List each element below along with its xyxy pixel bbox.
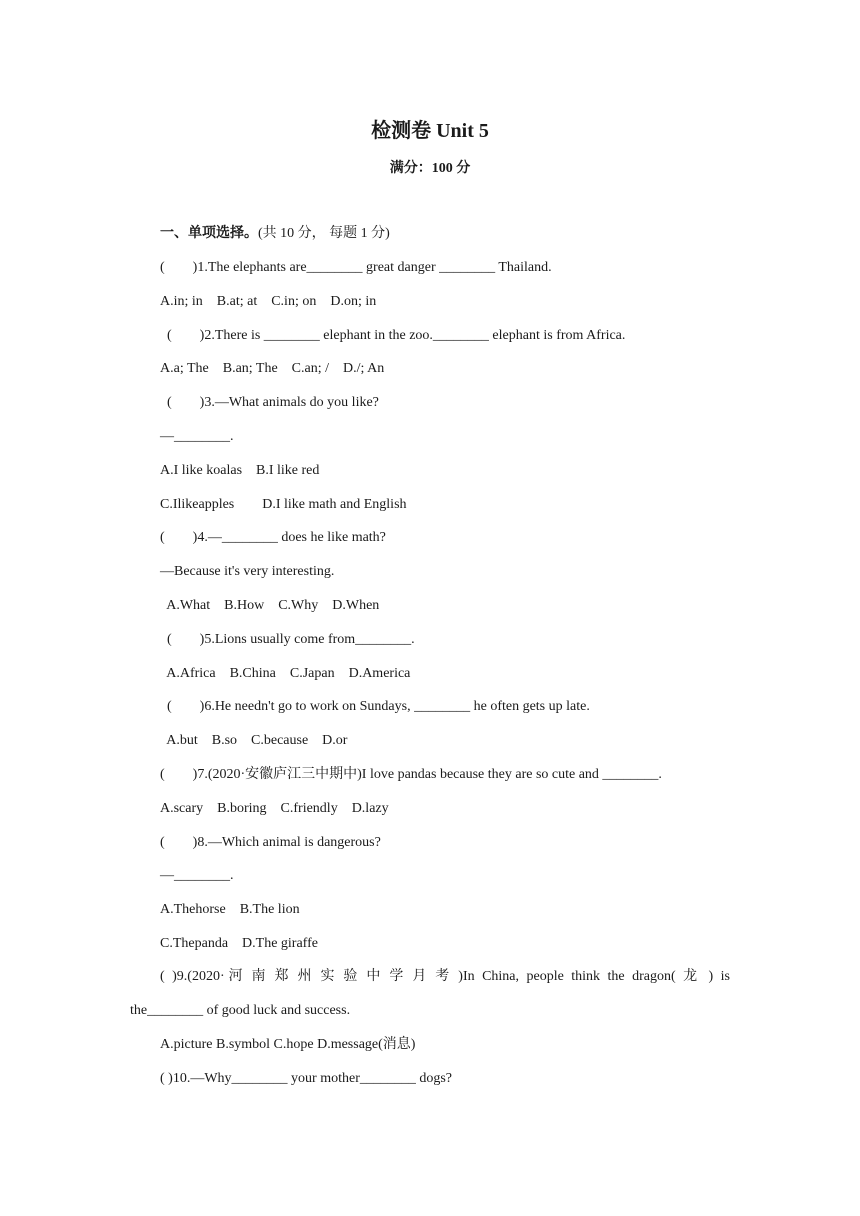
q9-options: A.picture B.symbol C.hope D.message(消息)	[160, 1037, 416, 1052]
q9-source: 河南郑州实验中学月考	[224, 969, 459, 984]
question-line: ( )1.The elephants are________ great danger ________ Thailand.	[160, 260, 552, 275]
question-line: —Because it's very interesting.	[160, 564, 335, 579]
question-line: ( )3.—What animals do you like?	[160, 395, 379, 410]
q9-paren: ( )9.(2020·	[160, 969, 225, 984]
q10-line: ( )10.—Why________ your mother________ dogs?	[160, 1071, 453, 1086]
question-line: A.in; in B.at; at C.in; on D.on; in	[160, 294, 377, 309]
page-subtitle: 满分：100 分	[389, 161, 471, 176]
section-heading	[160, 224, 390, 244]
question-line: A.Africa B.China C.Japan D.America	[160, 666, 411, 681]
question-line: ( )4.—________ does he like math?	[160, 530, 386, 545]
question-line: A.What B.How C.Why D.When	[160, 598, 380, 613]
question-line: —________.	[160, 868, 234, 883]
question-line: —________.	[160, 429, 234, 444]
page-title: 检测卷 Unit 5	[371, 120, 489, 142]
question-line: ( )7.(2020·安徽庐江三中期中)I love pandas because they are so cute and ________.	[160, 767, 662, 782]
question-line: ( )2.There is ________ elephant in the zoo.________ elephant is from Africa.	[160, 328, 626, 343]
question-line: A.but B.so C.because D.or	[160, 733, 348, 748]
question-line: ( )5.Lions usually come from________.	[160, 632, 415, 647]
question-line: ( )8.—Which animal is dangerous?	[160, 835, 381, 850]
q9-line1	[160, 967, 730, 987]
question-line: A.scary B.boring C.friendly D.lazy	[160, 801, 389, 816]
question-line: A.a; The B.an; The C.an; / D./; An	[160, 361, 385, 376]
section-heading-note: (共 10 分， 每题 1 分)	[258, 226, 390, 241]
question-line: C.Thepanda D.The giraffe	[160, 936, 318, 951]
question-line: A.Thehorse B.The lion	[160, 902, 300, 917]
question-line: C.Ilikeapples D.I like math and English	[160, 497, 407, 512]
question-line: ( )6.He needn't go to work on Sundays, ________ he often gets up late.	[160, 699, 590, 714]
question-line: A.I like koalas B.I like red	[160, 463, 320, 478]
q9-line2: the________ of good luck and success.	[130, 1003, 351, 1018]
q9-rest: )In China, people think the dragon( 龙 ) is	[458, 969, 730, 984]
section-heading-label: 一、单项选择。	[160, 226, 258, 241]
